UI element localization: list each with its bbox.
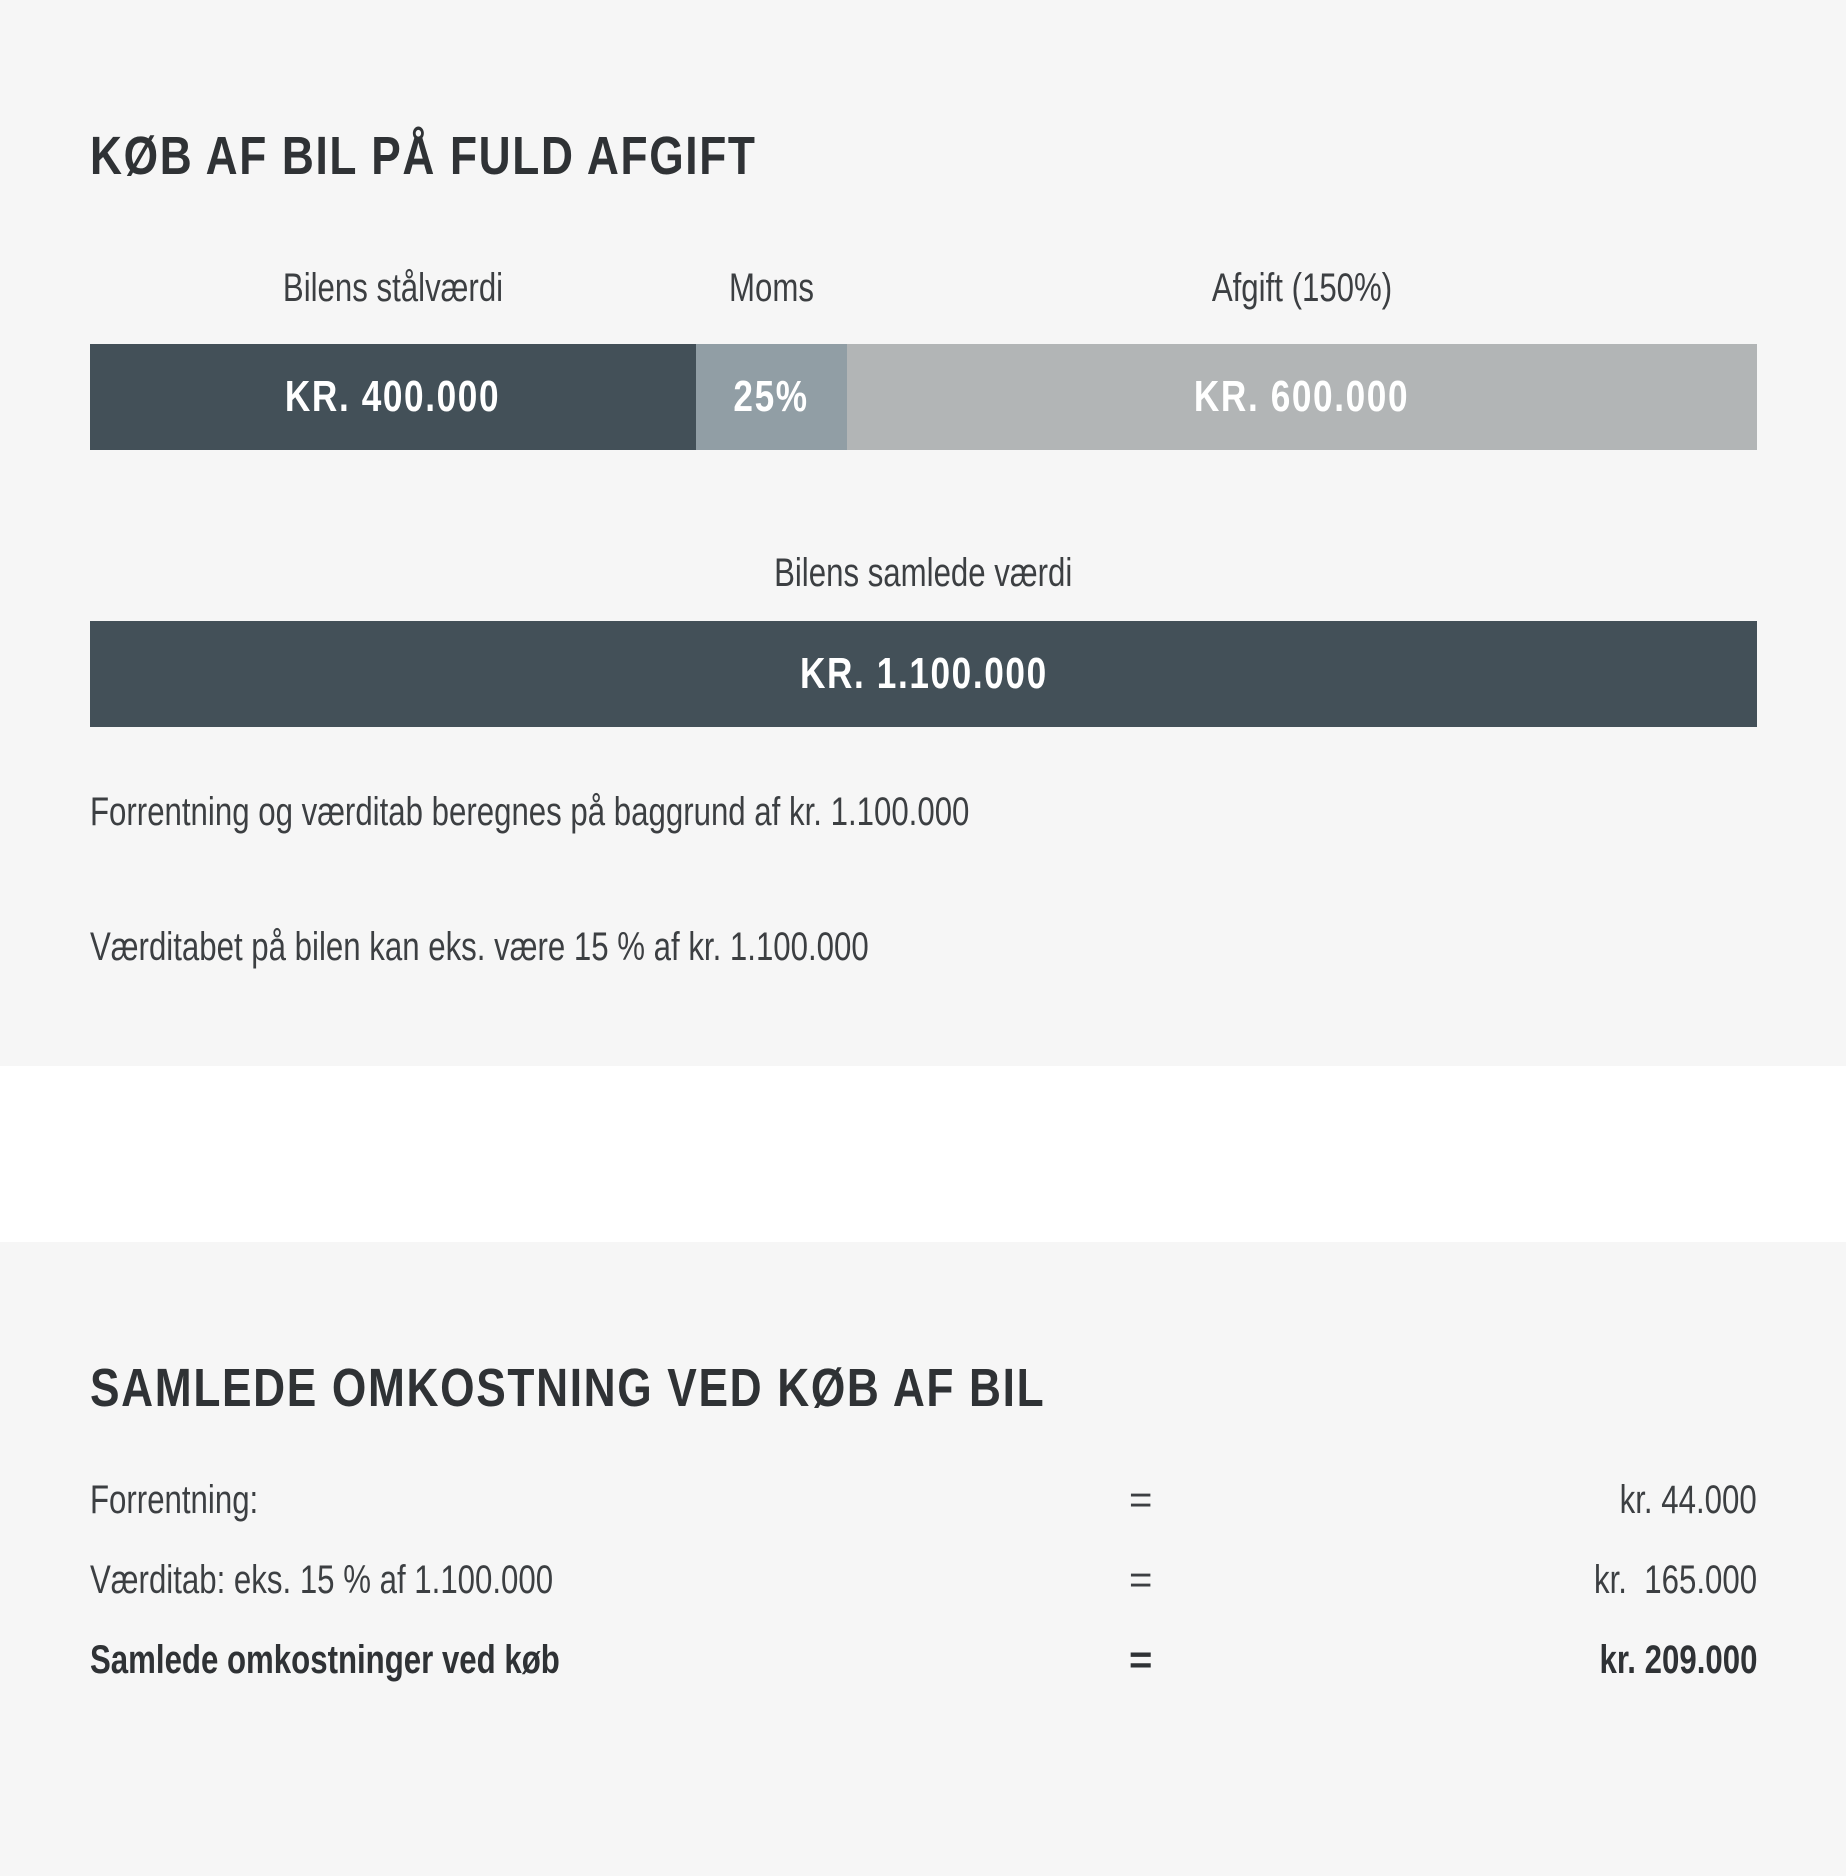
bar-total-value-text: KR. 1.100.000 (799, 649, 1048, 698)
cost-row-value: kr. 165.000 (1593, 1558, 1757, 1602)
label-afgift: Afgift (150%) (1211, 266, 1393, 310)
bar-moms (696, 344, 847, 450)
cost-row-depreciation (90, 1558, 1757, 1618)
cost-row-equals: = (1129, 1558, 1153, 1602)
total-value-label: Bilens samlede værdi (773, 551, 1073, 595)
cost-row-label: Forrentning: (90, 1478, 259, 1522)
section-title-costs: SAMLEDE OMKOSTNING VED KØB AF BIL (90, 1358, 1046, 1418)
total-value-label-wrap (0, 551, 1846, 596)
cost-row-equals: = (1129, 1478, 1153, 1522)
note-interest-basis: Forrentning og værditab beregnes på baggrund af kr. 1.100.000 (90, 790, 970, 834)
label-steel-value: Bilens stålværdi (282, 266, 504, 310)
bar-total-value (90, 621, 1757, 727)
bar-steel-value (90, 344, 696, 450)
note-depreciation: Værditabet på bilen kan eks. være 15 % af kr. 1.100.000 (90, 925, 869, 969)
bar-afgift (847, 344, 1757, 450)
cost-row-interest (90, 1478, 1757, 1538)
bar-moms-text: 25% (733, 372, 810, 421)
bar-steel-value-text: KR. 400.000 (285, 372, 501, 421)
cost-row-value: kr. 209.000 (1599, 1638, 1757, 1682)
section-title-purchase: KØB AF BIL PÅ FULD AFGIFT (90, 126, 757, 186)
cost-row-label: Værditab: eks. 15 % af 1.100.000 (90, 1558, 554, 1602)
bar-afgift-text: KR. 600.000 (1194, 372, 1410, 421)
cost-row-label: Samlede omkostninger ved køb (90, 1638, 560, 1682)
label-moms: Moms (729, 266, 814, 310)
cost-row-total (90, 1638, 1757, 1698)
cost-row-equals: = (1129, 1638, 1153, 1682)
cost-row-value: kr. 44.000 (1619, 1478, 1757, 1522)
